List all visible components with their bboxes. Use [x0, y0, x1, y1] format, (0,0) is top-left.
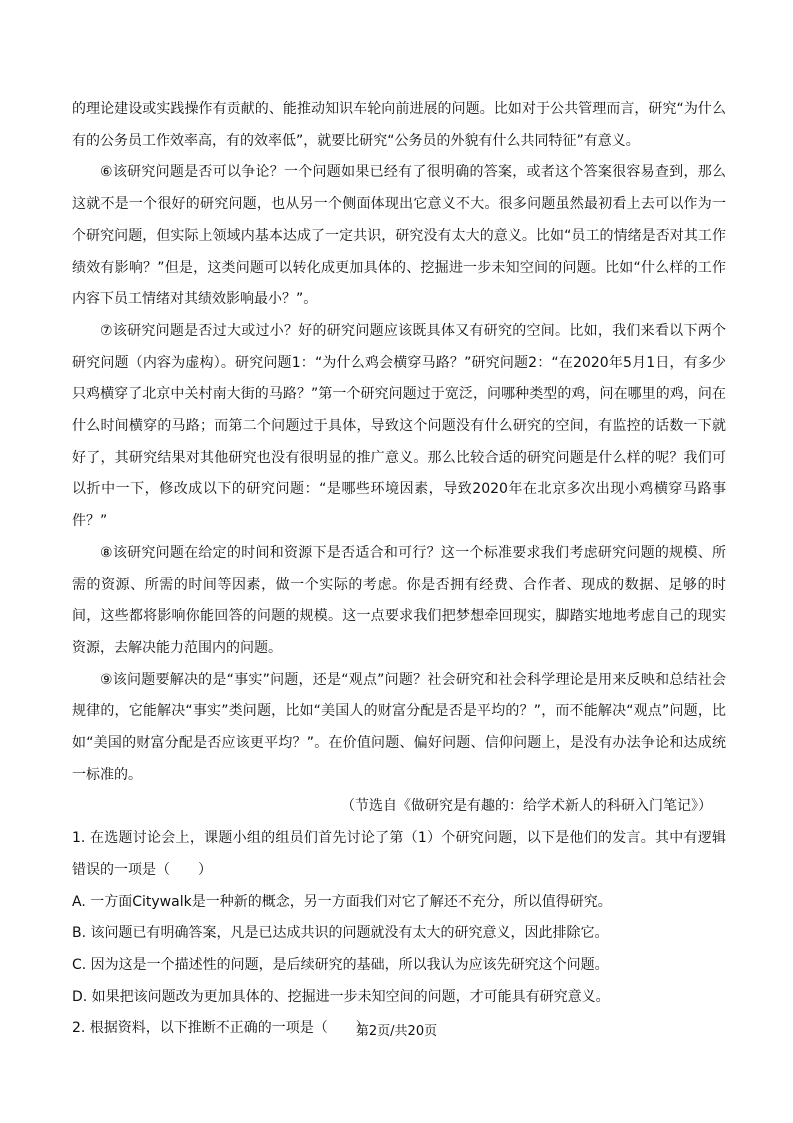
question-1-option-b: B. 该问题已有明确答案，凡是已达成共识的问题就没有太大的研究意义，因此排除它。 — [72, 925, 609, 942]
question-1-option-d: D. 如果把该问题改为更加具体的、挖掘进一步未知空间的问题，才可能具有研究意义。 — [72, 988, 610, 1005]
page-number-footer: 第2页/共20页 — [355, 1024, 438, 1039]
question-1-option-c: C. 因为这是一个描述性的问题，是后续研究的基础，所以我认为应该先研究这个问题。 — [72, 956, 609, 973]
passage-paragraph-8: ⑧该研究问题在给定的时间和资源下是否适合和可行？这一个标准要求我们考虑研究问题的规模、所需的资源、所需的时间等因素，做一个实际的考虑。你是否拥有经费、合作者、现成的数据、足够的时间，这些都将影响你能回答的问题的规模。这一点要求我们把梦想牵回现实，脚踏实地地考虑自己的现实资源，去解决能力范围内的问题。 — [72, 544, 726, 656]
question-2-stem: 2. 根据资料，以下推断不正确的一项是（ ） — [72, 1020, 370, 1037]
passage-paragraph-7: ⑦该研究问题是否过大或过小？好的研究问题应该既具体又有研究的空间。比如，我们来看以下两个研究问题（内容为虚构）。研究问题1：“为什么鸡会横穿马路？”研究问题2：“在2020年5月1日，有多少只鸡横穿了北京中关村南大街的马路？”第一个研究问题过于宽泛，问哪种类型的鸡，问在哪里的鸡，问在什么时间横穿的马路；而第二个问题过于具体，导致这个问题没有什么研究的空间，有监控的话数一下就好了，其研究结果对其他研究也没有很明显的推广意义。那么比较合适的研究问题是什么样的呢？我们可以折中一下，修改成以下的研究问题：“是哪些环境因素，导致2020年在北京多次出现小鸡横穿马路事件？” — [72, 322, 726, 530]
passage-paragraph-9: ⑨该问题要解决的是“事实”问题，还是“观点”问题？社会研究和社会科学理论是用来反映和总结社会规律的，它能解决“事实”类问题，比如“美国人的财富分配是否是平均的？”，而不能解决“观点”问题，比如“美国的财富分配是否应该更平均？”。在价值问题、偏好问题、信仰问题上，是没有办法争论和达成统一标准的。 — [72, 671, 726, 783]
page-content — [72, 94, 726, 1045]
question-1-stem: 1. 在选题讨论会上，课题小组的组员们首先讨论了第（1）个研究问题，以下是他们的发言。其中有逻辑错误的一项是（ ） — [72, 830, 726, 878]
passage-source: （节选自《做研究是有趣的：给学术新人的科研入门笔记》） — [341, 798, 712, 815]
question-1-option-a: A. 一方面Citywalk是一种新的概念，另一方面我们对它了解还不充分，所以值得研究。 — [72, 893, 612, 910]
passage-paragraph-6: ⑥该研究问题是否可以争论？一个问题如果已经有了很明确的答案，或者这个答案很容易查到，那么这就不是一个很好的研究问题，也从另一个侧面体现出它意义不大。很多问题虽然最初看上去可以作为一个研究问题，但实际上领域内基本达成了一定共识，研究没有太大的意义。比如“员工的情绪是否对其工作绩效有影响？”但是，这类问题可以转化成更加具体的、挖掘进一步未知空间的问题。比如“什么样的工作内容下员工情绪对其绩效影响最小？”。 — [72, 164, 726, 308]
passage-continuation: 的理论建设或实践操作有贡献的、能推动知识车轮向前进展的问题。比如对于公共管理而言，研究“为什么有的公务员工作效率高，有的效率低”，就要比研究“公务员的外貌有什么共同特征”有意义。 — [72, 101, 726, 149]
